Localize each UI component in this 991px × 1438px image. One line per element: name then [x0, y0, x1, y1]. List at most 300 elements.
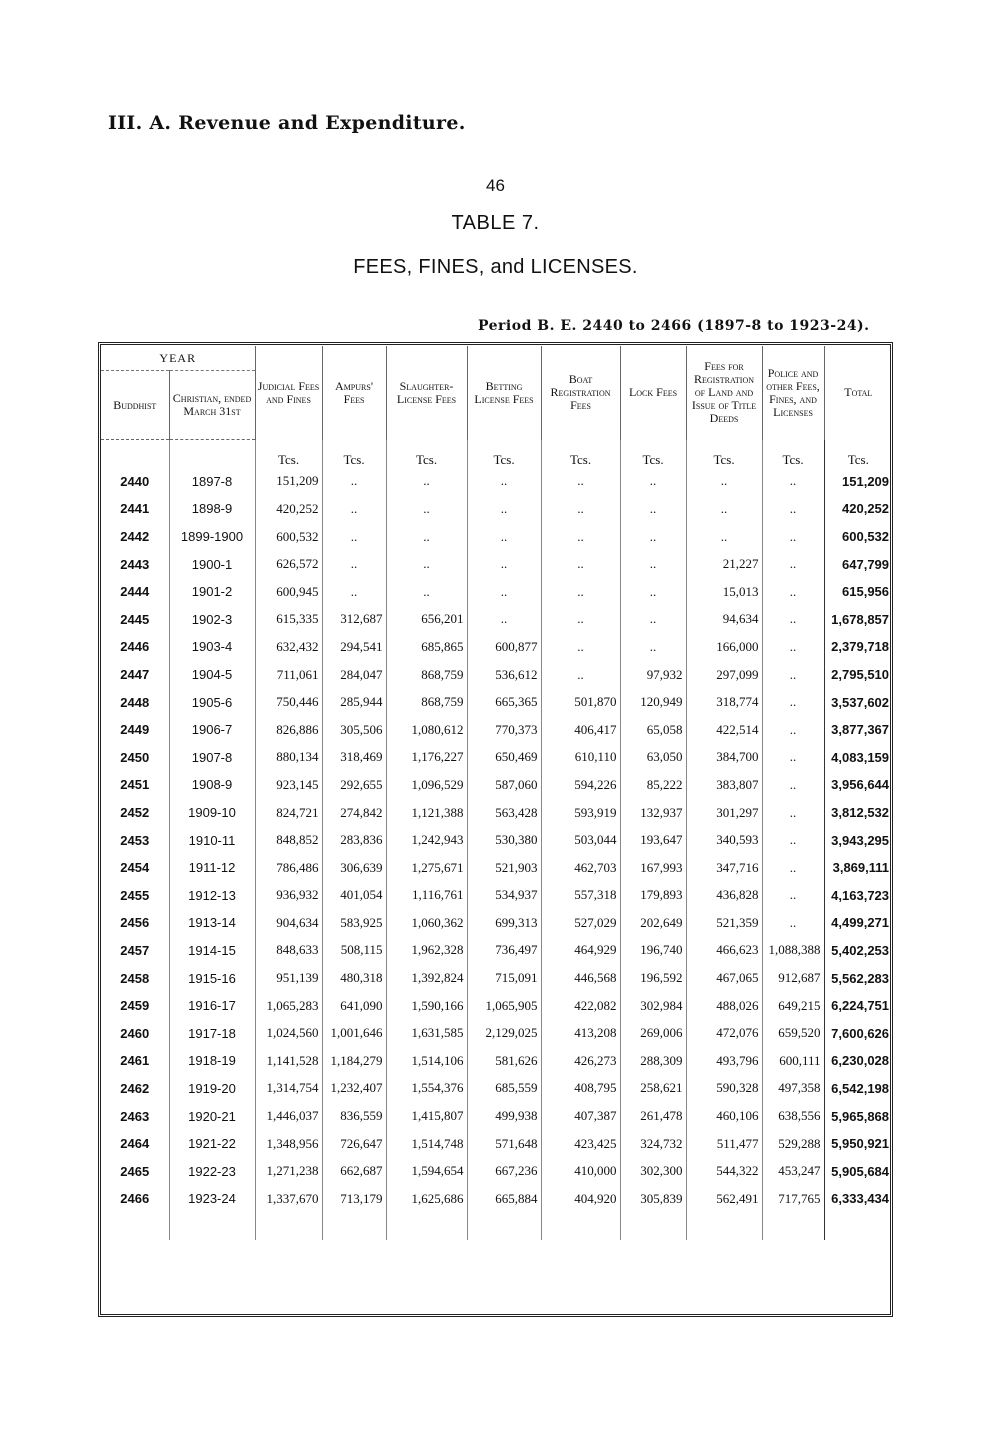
slaughter-fees-cell: ..: [386, 495, 467, 523]
col-total-header: Total: [824, 346, 892, 440]
christian-year-cell: 1921-22: [169, 1130, 255, 1158]
land-fees-cell: 511,477: [686, 1130, 762, 1158]
judicial-fees-cell: 420,252: [255, 495, 322, 523]
total-cell: 5,965,868: [824, 1102, 892, 1130]
boat-fees-cell: ..: [541, 495, 620, 523]
betting-fees-cell: 521,903: [467, 854, 541, 882]
total-cell: 5,950,921: [824, 1130, 892, 1158]
slaughter-fees-cell: 1,275,671: [386, 854, 467, 882]
col-boat-header: Boat Registration Fees: [541, 346, 620, 440]
unit-label: Tcs.: [620, 440, 686, 468]
boat-fees-cell: 593,919: [541, 799, 620, 827]
christian-year-cell: 1909-10: [169, 799, 255, 827]
betting-fees-cell: ..: [467, 495, 541, 523]
ampurs-fees-cell: 318,469: [322, 744, 386, 772]
buddhist-year-cell: 2451: [120, 777, 150, 793]
judicial-fees-cell: 848,633: [255, 937, 322, 965]
boat-fees-cell: ..: [541, 523, 620, 551]
christian-year-cell: 1899-1900: [169, 523, 255, 551]
judicial-fees-cell: 904,634: [255, 909, 322, 937]
land-fees-cell: 562,491: [686, 1185, 762, 1213]
col-slaughter-header: Slaughter-License Fees: [386, 346, 467, 440]
betting-fees-cell: 581,626: [467, 1047, 541, 1075]
land-fees-cell: 21,227: [686, 550, 762, 578]
judicial-fees-cell: 880,134: [255, 744, 322, 772]
judicial-fees-cell: 1,348,956: [255, 1130, 322, 1158]
christian-year-cell: 1903-4: [169, 633, 255, 661]
land-fees-cell: ..: [686, 495, 762, 523]
land-fees-cell: ..: [686, 523, 762, 551]
fees-table: [101, 346, 892, 1240]
judicial-fees-cell: 923,145: [255, 771, 322, 799]
page-number: 46: [486, 176, 505, 195]
police-fees-cell: ..: [762, 854, 824, 882]
buddhist-year-cell: 2444: [120, 584, 150, 600]
slaughter-fees-cell: 868,759: [386, 688, 467, 716]
total-cell: 6,230,028: [824, 1047, 892, 1075]
slaughter-fees-cell: 1,962,328: [386, 937, 467, 965]
col-land-header: Fees for Registration of Land and Issue of Title Deeds: [686, 346, 762, 440]
table-row: [101, 854, 892, 882]
boat-fees-cell: 408,795: [541, 1075, 620, 1103]
boat-fees-cell: ..: [541, 550, 620, 578]
total-cell: 4,083,159: [824, 744, 892, 772]
buddhist-year-cell: 2465: [120, 1163, 150, 1179]
judicial-fees-cell: 1,271,238: [255, 1157, 322, 1185]
boat-fees-cell: 426,273: [541, 1047, 620, 1075]
land-fees-cell: 460,106: [686, 1102, 762, 1130]
buddhist-year-cell: 2443: [120, 556, 150, 572]
unit-label: Tcs.: [541, 440, 620, 468]
boat-fees-cell: ..: [541, 633, 620, 661]
police-fees-cell: ..: [762, 606, 824, 634]
ampurs-fees-cell: 836,559: [322, 1102, 386, 1130]
christian-year-cell: 1907-8: [169, 744, 255, 772]
boat-fees-cell: 501,870: [541, 688, 620, 716]
ampurs-fees-cell: 283,836: [322, 826, 386, 854]
police-fees-cell: ..: [762, 633, 824, 661]
boat-fees-cell: 503,044: [541, 826, 620, 854]
lock-fees-cell: 97,932: [620, 661, 686, 689]
total-cell: 6,224,751: [824, 992, 892, 1020]
police-fees-cell: ..: [762, 799, 824, 827]
total-cell: 3,812,532: [824, 799, 892, 827]
buddhist-year-cell: 2449: [120, 722, 150, 738]
total-cell: 1,678,857: [824, 606, 892, 634]
judicial-fees-cell: 1,141,528: [255, 1047, 322, 1075]
table-subtitle: FEES, FINES, and LICENSES.: [353, 256, 638, 278]
christian-year-cell: 1918-19: [169, 1047, 255, 1075]
land-fees-cell: 467,065: [686, 964, 762, 992]
table-row: [101, 1157, 892, 1185]
total-cell: 615,956: [824, 578, 892, 606]
total-cell: 4,499,271: [824, 909, 892, 937]
christian-year-cell: 1922-23: [169, 1157, 255, 1185]
land-fees-cell: 466,623: [686, 937, 762, 965]
police-fees-cell: ..: [762, 826, 824, 854]
table-row: [101, 937, 892, 965]
betting-fees-cell: ..: [467, 523, 541, 551]
lock-fees-cell: 179,893: [620, 882, 686, 910]
betting-fees-cell: 563,428: [467, 799, 541, 827]
boat-fees-cell: 413,208: [541, 1019, 620, 1047]
betting-fees-cell: 587,060: [467, 771, 541, 799]
total-cell: 3,869,111: [824, 854, 892, 882]
lock-fees-cell: 202,649: [620, 909, 686, 937]
police-fees-cell: ..: [762, 523, 824, 551]
slaughter-fees-cell: 1,080,612: [386, 716, 467, 744]
christian-year-cell: 1923-24: [169, 1185, 255, 1213]
betting-fees-cell: ..: [467, 468, 541, 496]
land-fees-cell: ..: [686, 468, 762, 496]
judicial-fees-cell: 951,139: [255, 964, 322, 992]
ampurs-fees-cell: 305,506: [322, 716, 386, 744]
total-cell: 3,956,644: [824, 771, 892, 799]
lock-fees-cell: 196,592: [620, 964, 686, 992]
ampurs-fees-cell: 312,687: [322, 606, 386, 634]
betting-fees-cell: 770,373: [467, 716, 541, 744]
table-row: [101, 606, 892, 634]
slaughter-fees-cell: 1,096,529: [386, 771, 467, 799]
betting-fees-cell: 715,091: [467, 964, 541, 992]
land-fees-cell: 340,593: [686, 826, 762, 854]
police-fees-cell: ..: [762, 771, 824, 799]
lock-fees-cell: ..: [620, 578, 686, 606]
betting-fees-cell: ..: [467, 606, 541, 634]
ampurs-fees-cell: 274,842: [322, 799, 386, 827]
buddhist-year-cell: 2457: [120, 942, 150, 958]
lock-fees-cell: 63,050: [620, 744, 686, 772]
lock-fees-cell: 65,058: [620, 716, 686, 744]
land-fees-cell: 521,359: [686, 909, 762, 937]
table-row: [101, 468, 892, 496]
table-row: [101, 1019, 892, 1047]
unit-label: Tcs.: [322, 440, 386, 468]
christian-year-cell: 1902-3: [169, 606, 255, 634]
total-cell: 151,209: [824, 468, 892, 496]
buddhist-year-cell: 2456: [120, 915, 150, 931]
boat-fees-cell: 446,568: [541, 964, 620, 992]
buddhist-year-cell: 2452: [120, 805, 150, 821]
betting-fees-cell: 499,938: [467, 1102, 541, 1130]
ampurs-fees-cell: 401,054: [322, 882, 386, 910]
slaughter-fees-cell: 1,116,761: [386, 882, 467, 910]
boat-fees-cell: 406,417: [541, 716, 620, 744]
total-cell: 4,163,723: [824, 882, 892, 910]
land-fees-cell: 301,297: [686, 799, 762, 827]
ampurs-fees-cell: 294,541: [322, 633, 386, 661]
betting-fees-cell: ..: [467, 550, 541, 578]
unit-label: Tcs.: [255, 440, 322, 468]
buddhist-year-cell: 2454: [120, 860, 150, 876]
ampurs-fees-cell: ..: [322, 550, 386, 578]
table-row: [101, 578, 892, 606]
slaughter-fees-cell: 1,514,106: [386, 1047, 467, 1075]
table-bottom-spacer: [101, 1213, 892, 1241]
ampurs-fees-cell: 508,115: [322, 937, 386, 965]
lock-fees-cell: ..: [620, 550, 686, 578]
col-lock-header: Lock Fees: [620, 346, 686, 440]
slaughter-fees-cell: ..: [386, 578, 467, 606]
slaughter-fees-cell: 685,865: [386, 633, 467, 661]
boat-fees-cell: ..: [541, 468, 620, 496]
unit-label: Tcs.: [824, 440, 892, 468]
land-fees-cell: 318,774: [686, 688, 762, 716]
unit-label: Tcs.: [762, 440, 824, 468]
buddhist-year-cell: 2442: [120, 529, 150, 545]
judicial-fees-cell: 615,335: [255, 606, 322, 634]
section-title: III. A. Revenue and Expenditure.: [108, 112, 466, 134]
buddhist-year-cell: 2446: [120, 639, 150, 655]
betting-fees-cell: 534,937: [467, 882, 541, 910]
total-cell: 600,532: [824, 523, 892, 551]
buddhist-year-cell: 2445: [120, 611, 150, 627]
lock-fees-cell: 269,006: [620, 1019, 686, 1047]
table-row: [101, 661, 892, 689]
slaughter-fees-cell: 1,514,748: [386, 1130, 467, 1158]
lock-fees-cell: 324,732: [620, 1130, 686, 1158]
betting-fees-cell: 536,612: [467, 661, 541, 689]
table-row: [101, 1185, 892, 1213]
betting-fees-cell: 530,380: [467, 826, 541, 854]
police-fees-cell: 529,288: [762, 1130, 824, 1158]
police-fees-cell: 1,088,388: [762, 937, 824, 965]
land-fees-cell: 383,807: [686, 771, 762, 799]
unit-label: Tcs.: [686, 440, 762, 468]
judicial-fees-cell: 824,721: [255, 799, 322, 827]
buddhist-year-cell: 2448: [120, 694, 150, 710]
slaughter-fees-cell: 1,415,807: [386, 1102, 467, 1130]
betting-fees-cell: 571,648: [467, 1130, 541, 1158]
slaughter-fees-cell: 868,759: [386, 661, 467, 689]
col-police-header: Police and other Fees, Fines, and Licenses: [762, 346, 824, 440]
buddhist-year-cell: 2459: [120, 998, 150, 1014]
table-row: [101, 992, 892, 1020]
slaughter-fees-cell: 1,631,585: [386, 1019, 467, 1047]
table-row: [101, 826, 892, 854]
slaughter-fees-cell: ..: [386, 468, 467, 496]
lock-fees-cell: 288,309: [620, 1047, 686, 1075]
boat-fees-cell: 527,029: [541, 909, 620, 937]
lock-fees-cell: 167,993: [620, 854, 686, 882]
ampurs-fees-cell: 1,184,279: [322, 1047, 386, 1075]
table-row: [101, 523, 892, 551]
ampurs-fees-cell: 583,925: [322, 909, 386, 937]
land-fees-cell: 15,013: [686, 578, 762, 606]
christian-year-cell: 1906-7: [169, 716, 255, 744]
christian-year-cell: 1912-13: [169, 882, 255, 910]
total-cell: 647,799: [824, 550, 892, 578]
ampurs-fees-cell: ..: [322, 578, 386, 606]
col-christian-header: Christian, ended March 31st: [169, 371, 255, 440]
land-fees-cell: 488,026: [686, 992, 762, 1020]
slaughter-fees-cell: 1,176,227: [386, 744, 467, 772]
judicial-fees-cell: 1,024,560: [255, 1019, 322, 1047]
lock-fees-cell: ..: [620, 468, 686, 496]
table-row: [101, 882, 892, 910]
boat-fees-cell: ..: [541, 661, 620, 689]
judicial-fees-cell: 936,932: [255, 882, 322, 910]
police-fees-cell: ..: [762, 495, 824, 523]
judicial-fees-cell: 826,886: [255, 716, 322, 744]
ampurs-fees-cell: 480,318: [322, 964, 386, 992]
table-row: [101, 1130, 892, 1158]
betting-fees-cell: 600,877: [467, 633, 541, 661]
table-row: [101, 716, 892, 744]
boat-fees-cell: 423,425: [541, 1130, 620, 1158]
slaughter-fees-cell: 1,060,362: [386, 909, 467, 937]
police-fees-cell: ..: [762, 744, 824, 772]
buddhist-year-cell: 2440: [120, 473, 150, 489]
lock-fees-cell: 261,478: [620, 1102, 686, 1130]
police-fees-cell: ..: [762, 661, 824, 689]
ampurs-fees-cell: ..: [322, 468, 386, 496]
christian-year-cell: 1900-1: [169, 550, 255, 578]
land-fees-cell: 94,634: [686, 606, 762, 634]
lock-fees-cell: 302,300: [620, 1157, 686, 1185]
betting-fees-cell: 665,884: [467, 1185, 541, 1213]
police-fees-cell: 659,520: [762, 1019, 824, 1047]
betting-fees-cell: 736,497: [467, 937, 541, 965]
buddhist-year-cell: 2466: [120, 1191, 150, 1207]
christian-year-cell: 1915-16: [169, 964, 255, 992]
land-fees-cell: 544,322: [686, 1157, 762, 1185]
betting-fees-cell: ..: [467, 578, 541, 606]
total-cell: 2,795,510: [824, 661, 892, 689]
slaughter-fees-cell: 1,242,943: [386, 826, 467, 854]
judicial-fees-cell: 786,486: [255, 854, 322, 882]
table-row: [101, 550, 892, 578]
col-judicial-header: Judicial Fees and Fines: [255, 346, 322, 440]
police-fees-cell: ..: [762, 882, 824, 910]
total-cell: 5,905,684: [824, 1157, 892, 1185]
police-fees-cell: ..: [762, 550, 824, 578]
christian-year-cell: 1917-18: [169, 1019, 255, 1047]
slaughter-fees-cell: ..: [386, 523, 467, 551]
boat-fees-cell: 462,703: [541, 854, 620, 882]
table-row: [101, 1075, 892, 1103]
slaughter-fees-cell: 1,594,654: [386, 1157, 467, 1185]
table-title: TABLE 7.: [451, 212, 540, 234]
col-buddhist-header: Buddhist: [101, 371, 169, 440]
boat-fees-cell: ..: [541, 606, 620, 634]
christian-year-cell: 1897-8: [169, 468, 255, 496]
betting-fees-cell: 1,065,905: [467, 992, 541, 1020]
betting-fees-cell: 2,129,025: [467, 1019, 541, 1047]
police-fees-cell: ..: [762, 688, 824, 716]
lock-fees-cell: 193,647: [620, 826, 686, 854]
period-caption: Period B. E. 2440 to 2466 (1897-8 to 1923-24).: [478, 318, 870, 334]
slaughter-fees-cell: 1,121,388: [386, 799, 467, 827]
buddhist-year-cell: 2447: [120, 667, 150, 683]
ampurs-fees-cell: ..: [322, 523, 386, 551]
ampurs-fees-cell: ..: [322, 495, 386, 523]
christian-year-cell: 1910-11: [169, 826, 255, 854]
total-cell: 3,537,602: [824, 688, 892, 716]
police-fees-cell: 497,358: [762, 1075, 824, 1103]
betting-fees-cell: 665,365: [467, 688, 541, 716]
land-fees-cell: 384,700: [686, 744, 762, 772]
judicial-fees-cell: 711,061: [255, 661, 322, 689]
ampurs-fees-cell: 662,687: [322, 1157, 386, 1185]
ampurs-fees-cell: 726,647: [322, 1130, 386, 1158]
total-cell: 420,252: [824, 495, 892, 523]
ampurs-fees-cell: 641,090: [322, 992, 386, 1020]
total-cell: 6,333,434: [824, 1185, 892, 1213]
boat-fees-cell: 410,000: [541, 1157, 620, 1185]
slaughter-fees-cell: 656,201: [386, 606, 467, 634]
ampurs-fees-cell: 306,639: [322, 854, 386, 882]
buddhist-year-cell: 2441: [120, 501, 150, 517]
boat-fees-cell: 464,929: [541, 937, 620, 965]
judicial-fees-cell: 848,852: [255, 826, 322, 854]
table-row: [101, 909, 892, 937]
police-fees-cell: 912,687: [762, 964, 824, 992]
betting-fees-cell: 667,236: [467, 1157, 541, 1185]
police-fees-cell: 649,215: [762, 992, 824, 1020]
land-fees-cell: 422,514: [686, 716, 762, 744]
police-fees-cell: 453,247: [762, 1157, 824, 1185]
table-row: [101, 744, 892, 772]
lock-fees-cell: ..: [620, 606, 686, 634]
table-row: [101, 771, 892, 799]
table-row: [101, 1102, 892, 1130]
lock-fees-cell: 85,222: [620, 771, 686, 799]
buddhist-year-cell: 2461: [120, 1053, 150, 1069]
ampurs-fees-cell: 285,944: [322, 688, 386, 716]
police-fees-cell: ..: [762, 716, 824, 744]
police-fees-cell: 638,556: [762, 1102, 824, 1130]
police-fees-cell: 717,765: [762, 1185, 824, 1213]
ampurs-fees-cell: 713,179: [322, 1185, 386, 1213]
unit-row: [101, 440, 892, 468]
boat-fees-cell: 557,318: [541, 882, 620, 910]
buddhist-year-cell: 2453: [120, 832, 150, 848]
boat-fees-cell: ..: [541, 578, 620, 606]
boat-fees-cell: 610,110: [541, 744, 620, 772]
christian-year-cell: 1920-21: [169, 1102, 255, 1130]
judicial-fees-cell: 1,446,037: [255, 1102, 322, 1130]
buddhist-year-cell: 2458: [120, 970, 150, 986]
christian-year-cell: 1914-15: [169, 937, 255, 965]
year-group-header: YEAR: [101, 346, 255, 371]
lock-fees-cell: ..: [620, 523, 686, 551]
boat-fees-cell: 404,920: [541, 1185, 620, 1213]
judicial-fees-cell: 750,446: [255, 688, 322, 716]
total-cell: 6,542,198: [824, 1075, 892, 1103]
total-cell: 7,600,626: [824, 1019, 892, 1047]
buddhist-year-cell: 2455: [120, 887, 150, 903]
judicial-fees-cell: 1,314,754: [255, 1075, 322, 1103]
buddhist-year-cell: 2460: [120, 1025, 150, 1041]
slaughter-fees-cell: 1,590,166: [386, 992, 467, 1020]
police-fees-cell: 600,111: [762, 1047, 824, 1075]
christian-year-cell: 1904-5: [169, 661, 255, 689]
christian-year-cell: 1898-9: [169, 495, 255, 523]
table-row: [101, 688, 892, 716]
judicial-fees-cell: 600,945: [255, 578, 322, 606]
boat-fees-cell: 594,226: [541, 771, 620, 799]
christian-year-cell: 1913-14: [169, 909, 255, 937]
land-fees-cell: 347,716: [686, 854, 762, 882]
land-fees-cell: 436,828: [686, 882, 762, 910]
buddhist-year-cell: 2462: [120, 1080, 150, 1096]
police-fees-cell: ..: [762, 909, 824, 937]
lock-fees-cell: 302,984: [620, 992, 686, 1020]
ampurs-fees-cell: 1,232,407: [322, 1075, 386, 1103]
christian-year-cell: 1908-9: [169, 771, 255, 799]
slaughter-fees-cell: 1,392,824: [386, 964, 467, 992]
